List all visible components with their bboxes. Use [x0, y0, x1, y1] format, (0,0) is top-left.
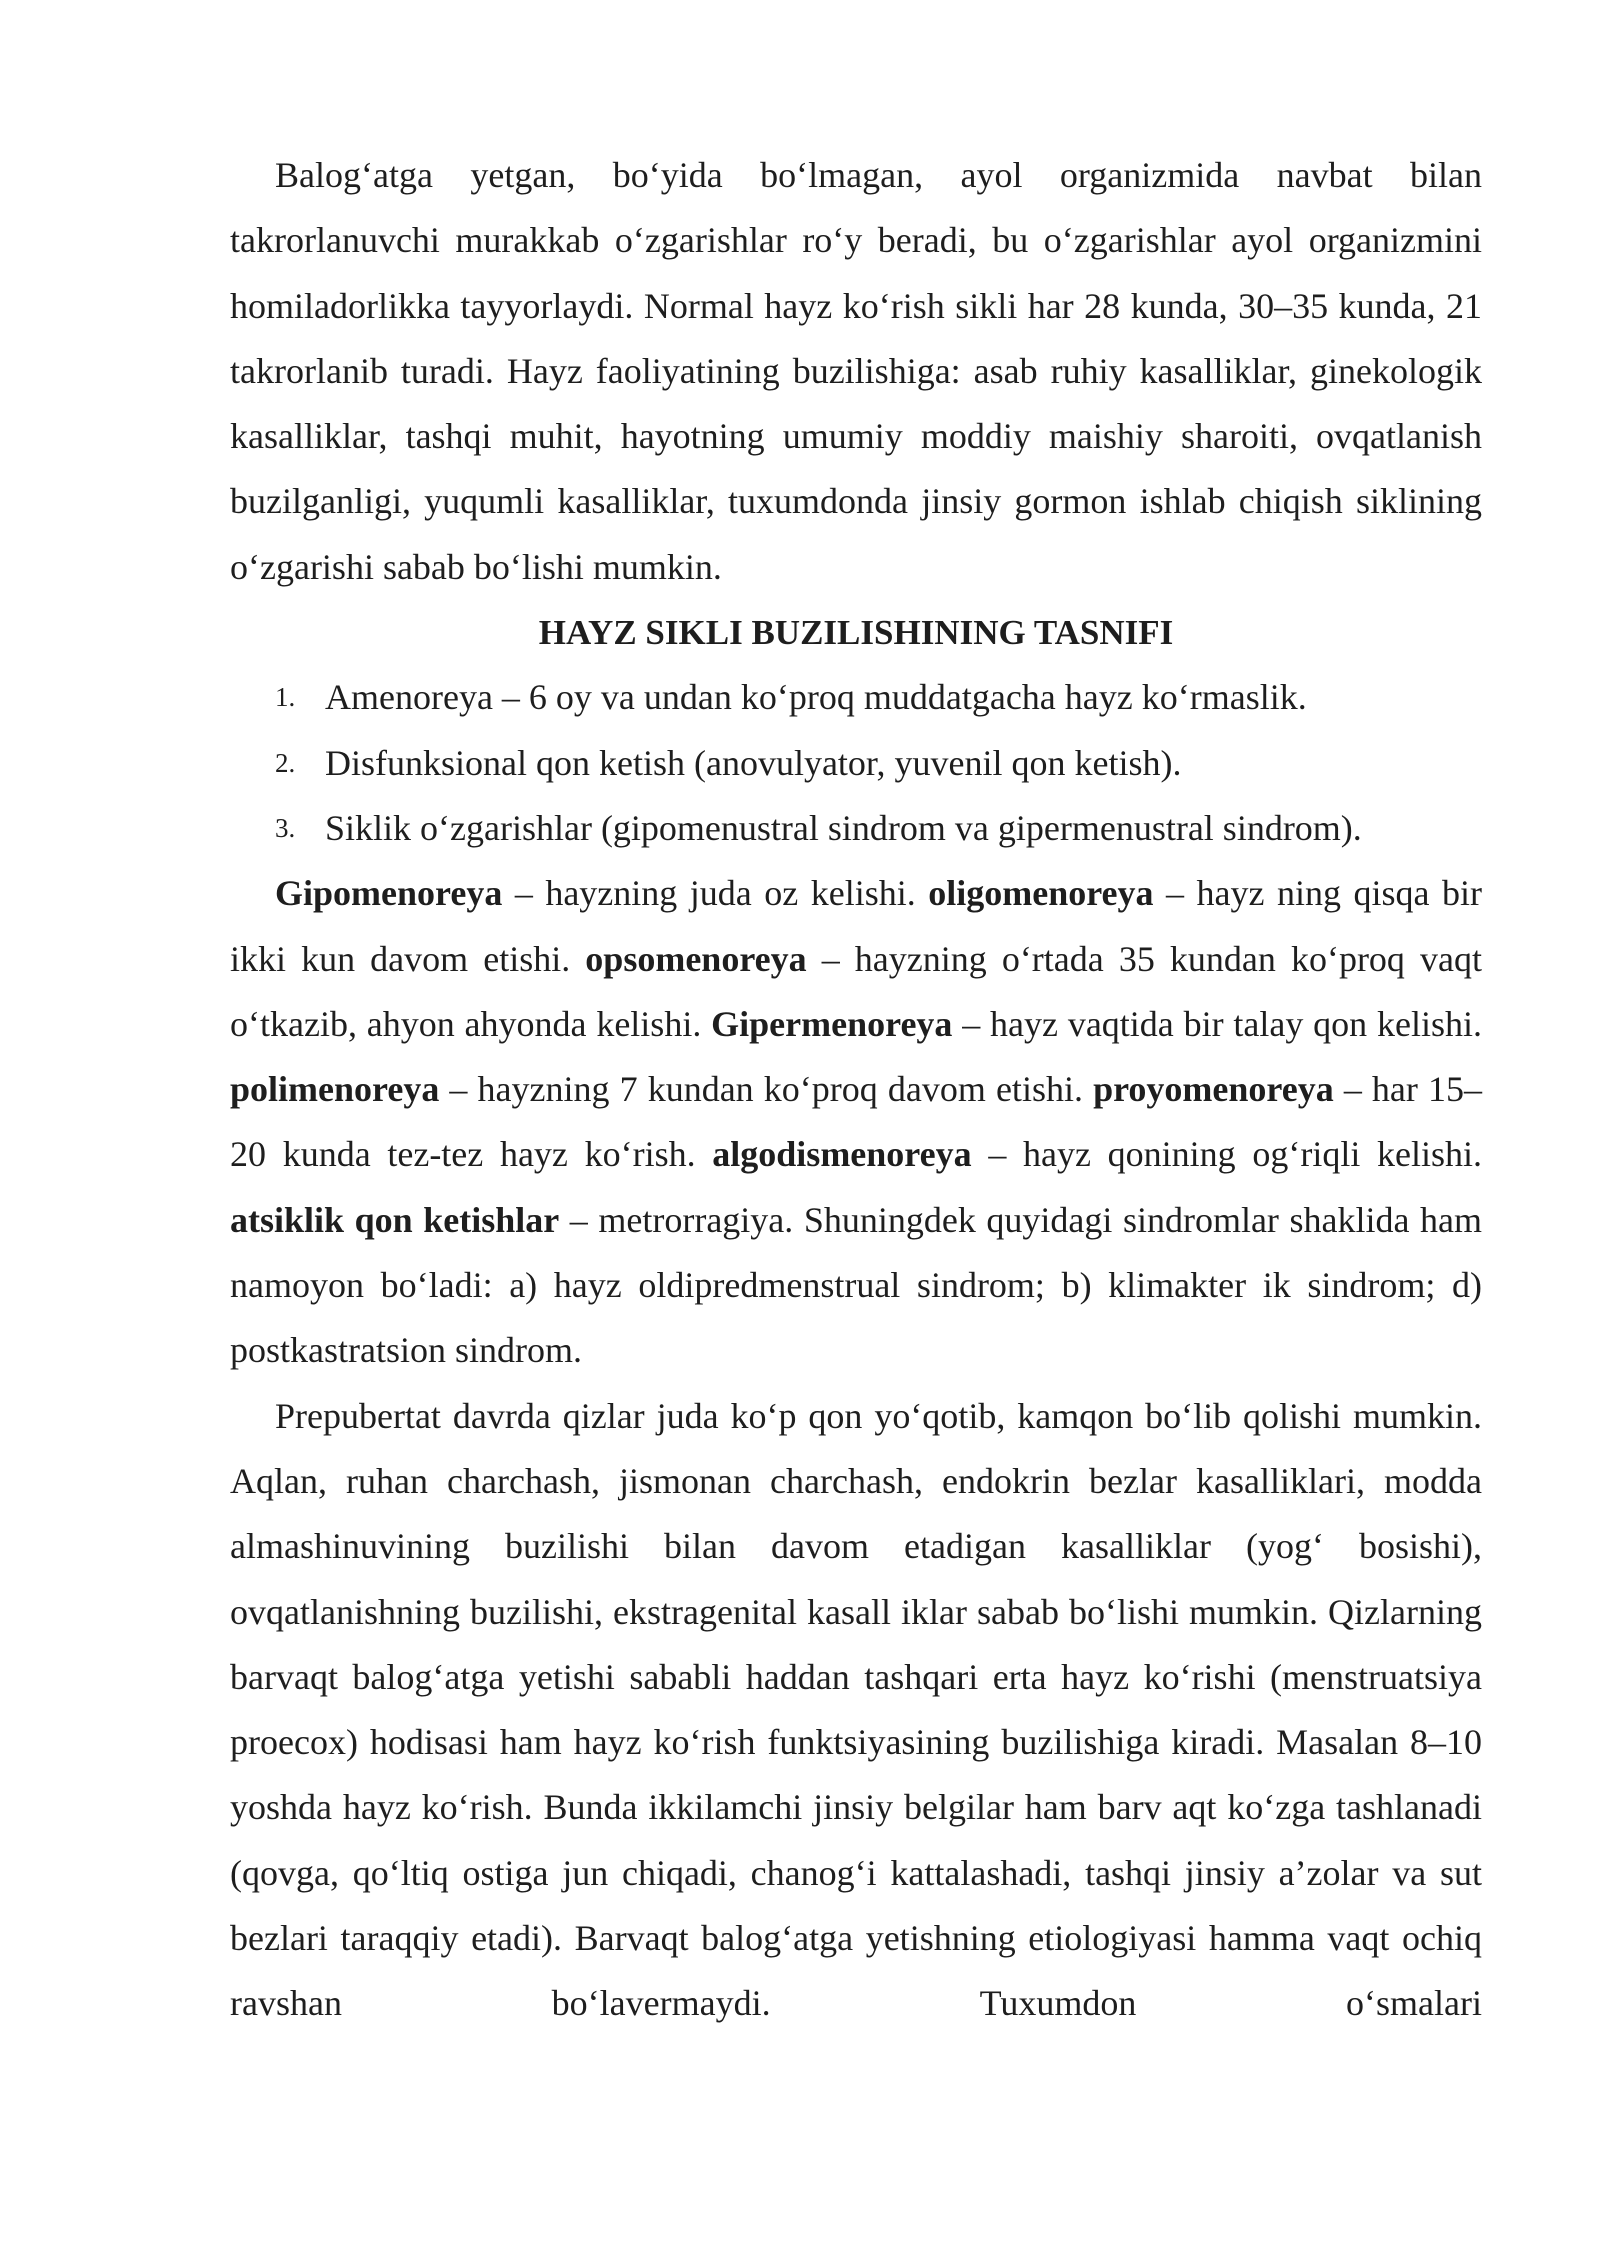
term-atsiklik-qon-ketishlar: atsiklik qon ketishlar [230, 1199, 560, 1240]
term-definition: – hayz vaqtida bir talay qon kelishi. [952, 1003, 1482, 1044]
list-item-number: 3. [275, 812, 296, 843]
section-heading: HAYZ SIKLI BUZILISHINING TASNIFI [538, 613, 1174, 653]
term-gipomenoreya: Gipomenoreya [275, 873, 503, 914]
list-item [230, 665, 1482, 730]
list-item-number: 2. [275, 747, 296, 778]
term-definition: – hayzning juda oz kelishi. [502, 873, 929, 914]
intro-paragraph: Balog‘atga yetgan, bo‘yida bo‘lmagan, ayol organizmida navbat bilan takrorlanuvchi murakkab o‘zgarishlar ro‘y beradi, bu o‘zgarishlar ayol organizmini homiladorlikka tayyorlaydi. Normal hayz ko‘rish sikli har 28 kunda, 30–35 kunda, 21 takrorlanib turadi. Hayz faoliyatining buzilishiga: asab ruhiy kasalliklar, ginekologik kasalliklar, tashqi muhit, hayotning umumiy moddiy maishiy sharoiti, ovqatlanish buzilganligi, yuqumli kasalliklar, tuxumdonda jinsiy gormon ishlab chiqish siklining o‘zgarishi sabab bo‘lishi mumkin. [230, 155, 1482, 587]
list-item [230, 796, 1482, 861]
term-algodismenoreya: algodismenoreya [712, 1134, 972, 1175]
term-polimenoreya: polimenoreya [230, 1069, 440, 1110]
term-definition: – hayzning o‘rtada 35 kundan ko‘proq vaqt o‘tkazib, ahyon ahyonda kelishi. [230, 938, 1482, 1044]
list-item-text: Amenoreya – 6 oy va undan ko‘proq muddatgacha hayz ko‘rmaslik. [325, 677, 1307, 718]
terms-paragraph [230, 861, 1482, 1383]
list-item-number: 1. [275, 682, 296, 713]
term-proyomenoreya: proyomenoreya [1093, 1069, 1334, 1110]
term-definition: – har 15– 20 kunda tez-tez hayz ko‘rish. [230, 1069, 1483, 1175]
prepubertal-paragraph: Prepubertat davrda qizlar juda ko‘p qon yo‘qotib, kamqon bo‘lib qolishi mumkin. Aqlan, ruhan charchash, jismonan charchash, endokrin bezlar kasalliklari, modda almashinuvining buzilishi bilan davom etadigan kasalliklar (yog‘ bosishi), ovqatlanishning buzilishi, ekstragenital kasall iklar sabab bo‘lishi mumkin. Qizlarning barvaqt balog‘atga yetishi sababli haddan tashqari erta hayz ko‘rishi (menstruatsiya proecox) hodisasi ham hayz ko‘rish funktsiyasining buzilishiga kiradi. Masalan 8–10 yoshda hayz ko‘rish. Bunda ikkilamchi jinsiy belgilar ham barv aqt ko‘zga tashlanadi (qovga, qo‘ltiq ostiga jun chiqadi, chanog‘i kattalashadi, tashqi jinsiy a’zolar va sut bezlari taraqqiy etadi). Barvaqt balog‘atga yetishning etiologiyasi hamma vaqt ochiq ravshan bo‘lavermaydi. Tuxumdon o‘smalari [230, 1395, 1482, 2024]
term-definition: – hayz qonining og‘riqli kelishi. [971, 1134, 1482, 1175]
term-definition: – metrorragiya. Shuningdek quyidagi sindromlar shaklida ham namoyon bo‘ladi: a) hayz oldipredmenstrual sindrom; b) klimakter ik sindrom; d) postkastratsion sindrom. [230, 1199, 1483, 1371]
classification-list [230, 665, 1482, 861]
term-definition: – hayzning 7 kundan ko‘proq davom etishi. [439, 1069, 1094, 1110]
term-opsomenoreya: opsomenoreya [585, 938, 807, 979]
term-oligomenoreya: oligomenoreya [928, 873, 1154, 914]
term-gipermenoreya: Gipermenoreya [711, 1003, 953, 1044]
list-item-text: Siklik o‘zgarishlar (gipomenustral sindrom va gipermenustral sindrom). [325, 807, 1362, 848]
term-definition: – hayz ning qisqa bir ikki kun davom etishi. [230, 873, 1482, 979]
document-page [230, 143, 1482, 2037]
list-item-text: Disfunksional qon ketish (anovulyator, yuvenil qon ketish). [325, 742, 1182, 783]
list-item [230, 731, 1482, 796]
